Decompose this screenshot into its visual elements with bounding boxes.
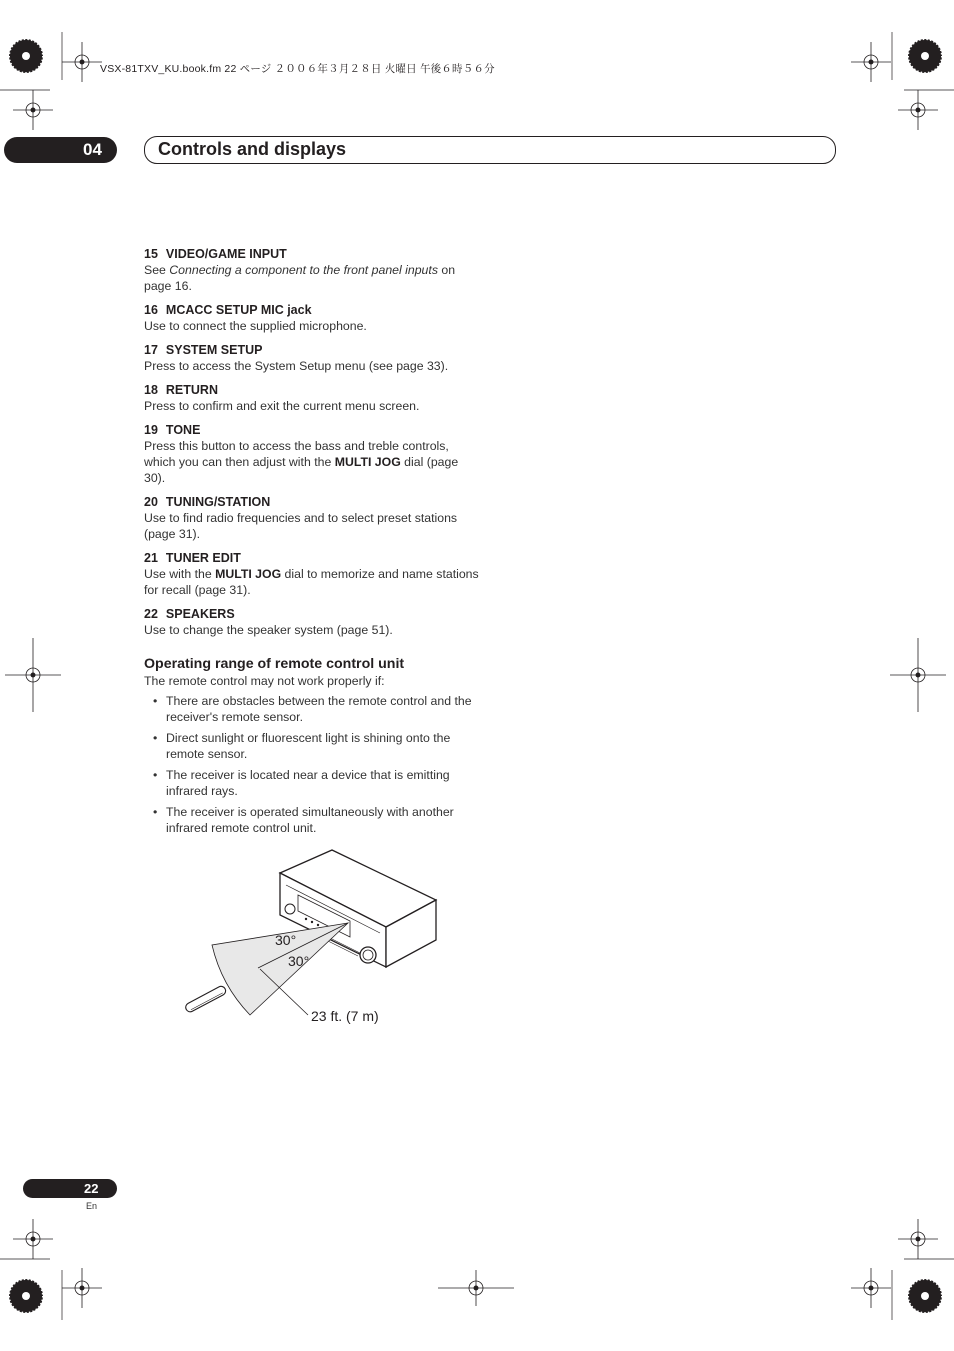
item-title: MCACC SETUP MIC jack: [165, 303, 312, 317]
bullet-text: Direct sunlight or fluorescent light is shining onto the remote sensor.: [166, 731, 451, 761]
item-heading: [144, 246, 480, 262]
item-description: [144, 566, 480, 598]
angle-label-top: 30°: [275, 932, 297, 948]
bullet-text: There are obstacles between the remote control and the receiver's remote sensor.: [166, 694, 472, 724]
item-description: Use to change the speaker system (page 51).: [144, 623, 393, 637]
registration-crosshair-icon: [438, 1270, 514, 1306]
chapter-tab: [4, 137, 117, 163]
bullet-text: The receiver is located near a device that is emitting infrared rays.: [166, 768, 450, 798]
item-title: VIDEO/GAME INPUT: [165, 247, 287, 261]
item-18: [144, 382, 480, 414]
item-19: [144, 422, 480, 486]
bullet-list: [144, 693, 480, 836]
item-number: 17: [144, 343, 158, 357]
item-description: [144, 438, 480, 486]
item-15: [144, 246, 480, 294]
star-target-icon: [9, 39, 43, 73]
item-heading: [144, 342, 480, 358]
item-22: [144, 606, 480, 638]
bullet-item: [144, 767, 480, 799]
item-title: TONE: [165, 423, 201, 437]
chapter-number: 04: [83, 140, 102, 159]
item-text: See: [144, 263, 170, 277]
bullet-item: [144, 730, 480, 762]
chapter-title: Controls and displays: [158, 139, 347, 159]
distance-label: 23 ft. (7 m): [311, 1008, 379, 1024]
item-heading: [144, 422, 480, 438]
item-heading: [144, 382, 480, 398]
bullet-item: [144, 693, 480, 725]
registration-crosshair-icon: [13, 90, 53, 130]
item-number: 16: [144, 303, 158, 317]
item-title: SPEAKERS: [165, 607, 235, 621]
item-title: TUNING/STATION: [165, 495, 271, 509]
item-description: Press to access the System Setup menu (see page 33).: [144, 359, 449, 373]
bullet-icon: •: [153, 694, 158, 708]
item-21: [144, 550, 480, 598]
registration-crosshair-icon: [890, 638, 946, 712]
item-list: [144, 246, 480, 638]
item-description: Use to find radio frequencies and to select preset stations (page 31).: [144, 511, 458, 541]
item-text: on page 16.: [144, 263, 456, 293]
section-intro: The remote control may not work properly if:: [144, 674, 385, 688]
item-16: [144, 302, 480, 334]
page-number: 22: [84, 1181, 99, 1196]
item-heading: [144, 302, 480, 318]
star-target-icon: [908, 39, 942, 73]
item-text: Use with the: [144, 567, 216, 581]
item-description: [144, 262, 480, 294]
item-reference: Connecting a component to the front panel inputs: [169, 263, 438, 277]
page-number-tab: [23, 1179, 117, 1198]
item-description: Use to connect the supplied microphone.: [144, 319, 367, 333]
remote-range-diagram: [180, 845, 450, 1040]
item-number: 21: [144, 551, 158, 565]
star-target-icon: [908, 1279, 942, 1313]
language-label: En: [86, 1201, 98, 1211]
registration-crosshair-icon: [851, 42, 891, 82]
item-heading: [144, 606, 480, 622]
item-text: dial to memorize and name stations for recall (page 31).: [144, 567, 479, 597]
bullet-item: [144, 804, 480, 836]
registration-crosshair-icon: [898, 1219, 938, 1259]
item-description: Press to confirm and exit the current menu screen.: [144, 399, 420, 413]
star-target-icon: [9, 1279, 43, 1313]
registration-crosshair-icon: [62, 42, 102, 82]
registration-crosshair-icon: [851, 1268, 891, 1308]
item-text: Press this button to access the bass and treble controls, which you can then adjust with the: [144, 439, 449, 469]
item-20: [144, 494, 480, 542]
item-number: 15: [144, 247, 158, 261]
item-text: dial (page 30).: [144, 455, 459, 485]
item-heading: [144, 494, 480, 510]
item-number: 20: [144, 495, 158, 509]
registration-crosshair-icon: [62, 1268, 102, 1308]
bullet-icon: •: [153, 731, 158, 745]
bullet-icon: •: [153, 768, 158, 782]
item-number: 22: [144, 607, 158, 621]
registration-crosshair-icon: [898, 90, 938, 130]
chapter-title-box: [144, 136, 836, 164]
bullet-text: The receiver is operated simultaneously with another infrared remote control unit.: [166, 805, 454, 835]
item-title: RETURN: [165, 383, 218, 397]
item-number: 18: [144, 383, 158, 397]
section-heading: Operating range of remote control unit: [144, 656, 405, 672]
control-name: MULTI JOG: [215, 567, 282, 581]
item-title: SYSTEM SETUP: [165, 343, 263, 357]
control-name: MULTI JOG: [334, 455, 401, 469]
registration-crosshair-icon: [5, 638, 61, 712]
item-number: 19: [144, 423, 158, 437]
item-17: [144, 342, 480, 374]
item-title: TUNER EDIT: [165, 551, 241, 565]
bullet-icon: •: [153, 805, 158, 819]
item-heading: [144, 550, 480, 566]
file-header: VSX-81TXV_KU.book.fm 22 ページ ２００６年３月２８日 火曜日 午後６時５６分: [100, 63, 495, 75]
main-content: [144, 246, 480, 841]
registration-crosshair-icon: [13, 1219, 53, 1259]
angle-label-bottom: 30°: [288, 953, 310, 969]
